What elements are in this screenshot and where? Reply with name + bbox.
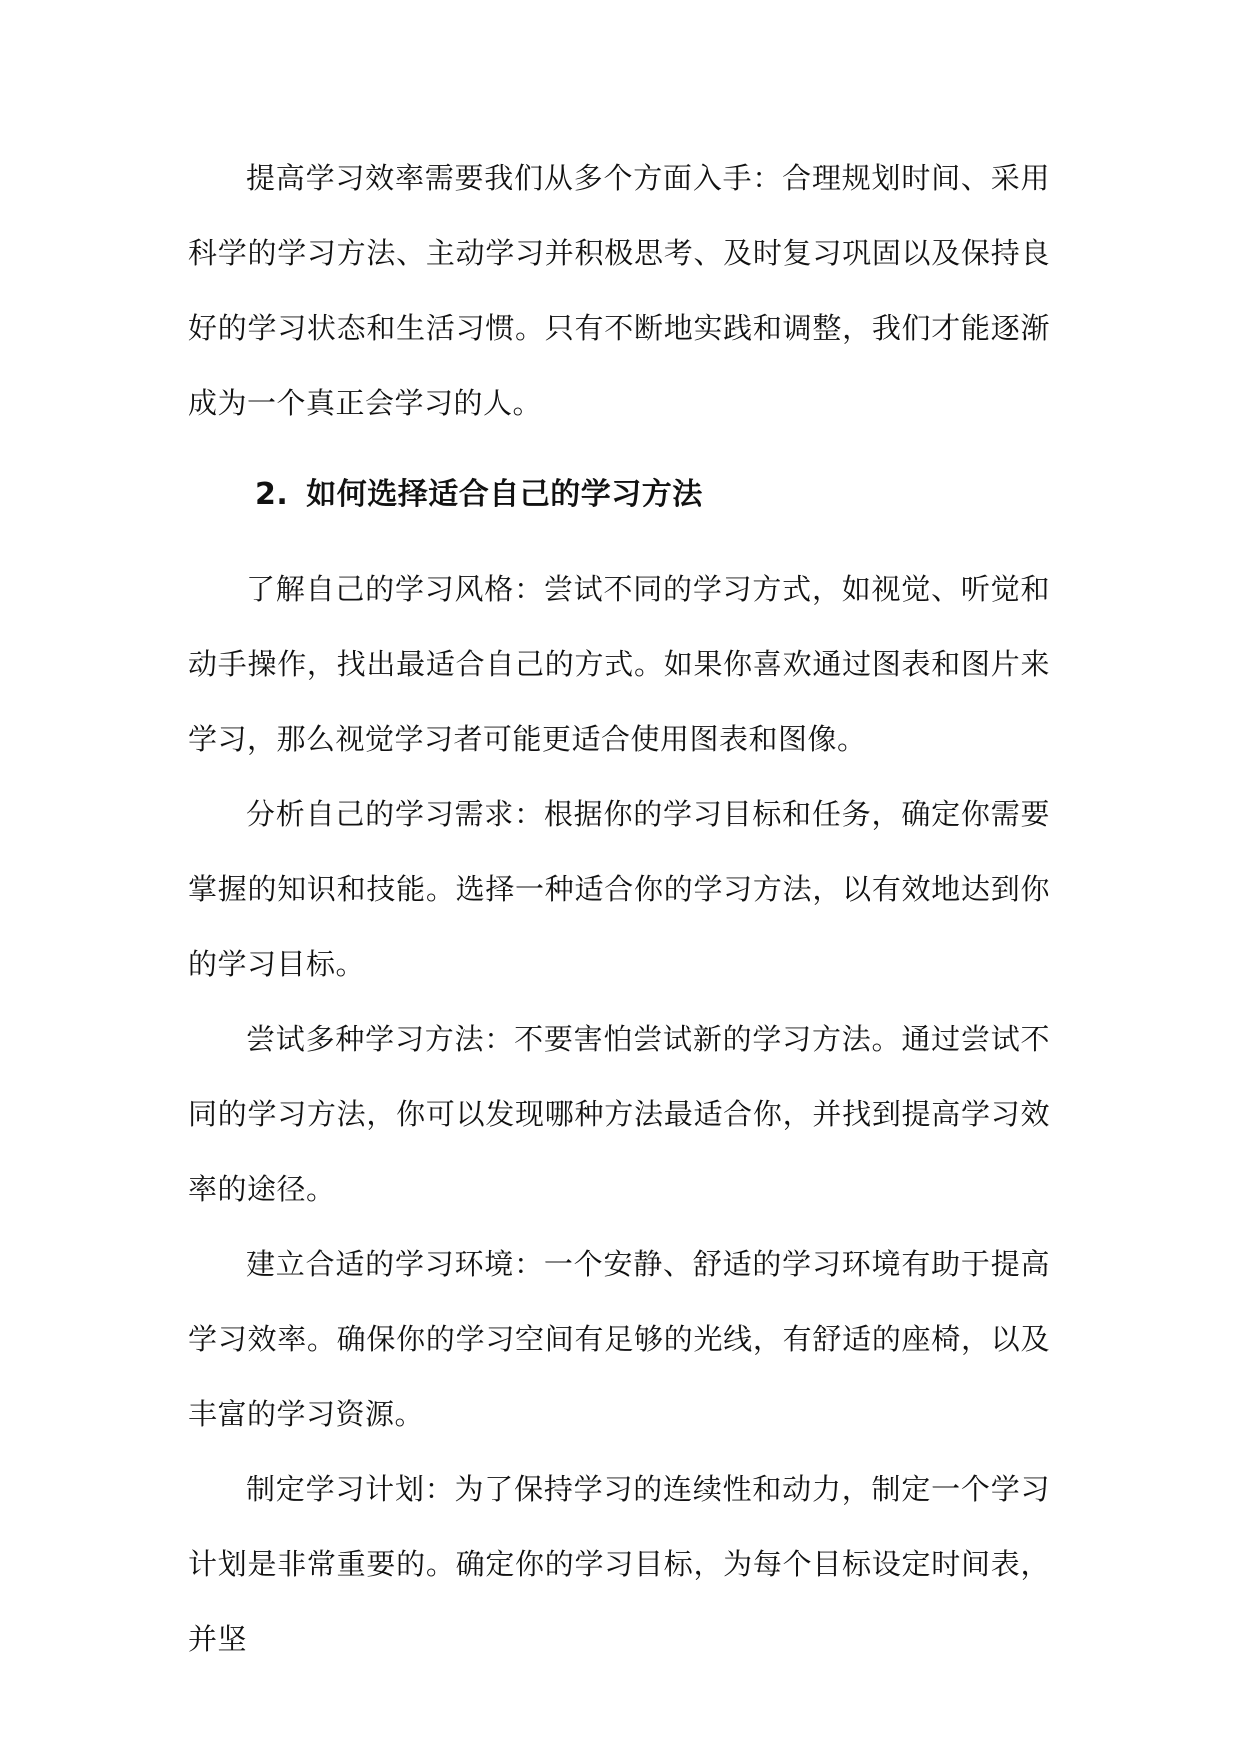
paragraph-study-environment: 建立合适的学习环境：一个安静、舒适的学习环境有助于提高学习效率。确保你的学习空间有足够的光线，有舒适的座椅，以及丰富的学习资源。 xyxy=(188,1247,1050,1431)
document-body xyxy=(188,141,1050,1677)
paragraph-learning-needs: 分析自己的学习需求：根据你的学习目标和任务，确定你需要掌握的知识和技能。选择一种适合你的学习方法，以有效地达到你的学习目标。 xyxy=(188,797,1050,981)
paragraph-study-plan: 制定学习计划：为了保持学习的连续性和动力，制定一个学习计划是非常重要的。确定你的学习目标，为每个目标设定时间表，并坚 xyxy=(188,1472,1050,1656)
paragraph-learning-style: 了解自己的学习风格：尝试不同的学习方式，如视觉、听觉和动手操作，找出最适合自己的方式。如果你喜欢通过图表和图片来学习，那么视觉学习者可能更适合使用图表和图像。 xyxy=(188,572,1050,756)
intro-paragraph: 提高学习效率需要我们从多个方面入手：合理规划时间、采用科学的学习方法、主动学习并积极思考、及时复习巩固以及保持良好的学习状态和生活习惯。只有不断地实践和调整，我们才能逐渐成为一个真正会学习的人。 xyxy=(188,161,1050,420)
section-heading xyxy=(188,475,1050,515)
section-title: 如何选择适合自己的学习方法 xyxy=(306,477,703,512)
paragraph-try-methods: 尝试多种学习方法：不要害怕尝试新的学习方法。通过尝试不同的学习方法，你可以发现哪种方法最适合你，并找到提高学习效率的途径。 xyxy=(188,1022,1050,1206)
section-number: 2. xyxy=(255,477,289,512)
